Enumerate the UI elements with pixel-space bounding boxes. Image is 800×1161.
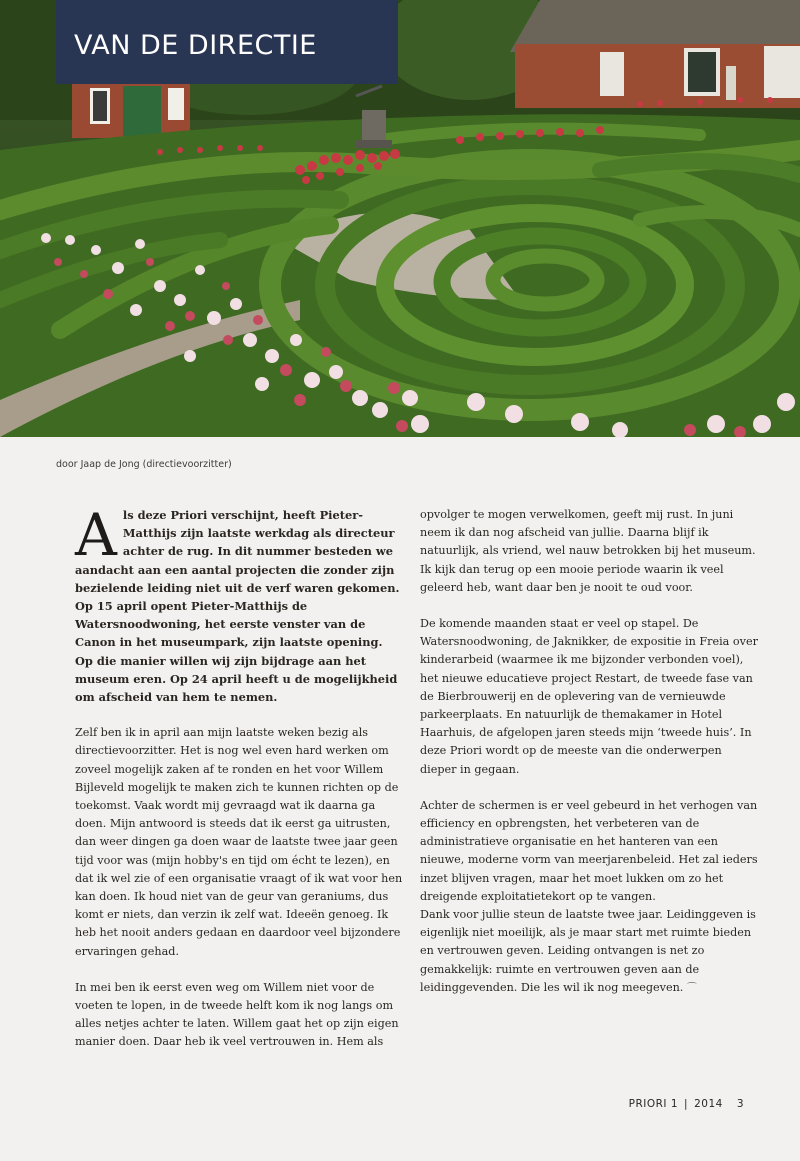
body-paragraph: opvolger te mogen verwelkomen, geeft mij rust. In juni neem ik dan nog afscheid van jullie. Daarna blijf ik natuurlijk, als vriend, wel nauw betrokken bij het museum. Ik kijk dan terug op een mooie periode waarin ik veel geleerd heb, want daar ben je nooit te oud voor. (420, 508, 756, 594)
issue-year: 2014 (694, 1098, 723, 1110)
footer-separator: | (684, 1098, 689, 1110)
end-mark-icon: ⌒ (686, 982, 697, 994)
magazine-name: PRIORI 1 (628, 1098, 679, 1110)
thatched-building-right (510, 0, 800, 108)
lead-text: ls deze Priori verschijnt, heeft Pieter-Matthijs zijn laatste werkdag als directeur achter de rug. In dit nummer besteden we aandacht aan een aantal projecten die zonder zijn bezielende leiding niet uit de verf waren gekomen. Op 15 april opent Pieter-Matthijs de Watersnoodwoning, het eerste venster van de Canon in het museumpark, zijn laatste opening. Op die manier willen wij zijn bijdrage aan het museum eren. Op 24 april heeft u de mogelijkheid om afscheid van hem te nemen. (75, 508, 400, 705)
body-paragraph: Achter de schermen is er veel gebeurd in het verhogen van efficiency en opbrengsten, het verbeteren van de administratieve organisatie en het hanteren van een nieuwe, moderne vorm van meerjarenbeleid. Het zal ieders inzet blijven vragen, maar het moet lukken om zo het dreigende exploitatietekort op te vangen. (420, 798, 758, 903)
closing-paragraph (420, 906, 760, 998)
left-column (75, 501, 403, 1052)
body-paragraph: In mei ben ik eerst even weg om Willem niet voor de voeten te lopen, in de tweede helft kom ik nog langs om alles netjes achter te laten. Willem gaat het op zijn eigen manier doen. Daar heb ik veel vertrouwen in. Hem als (75, 980, 399, 1049)
byline: door Jaap de Jong (directievoorzitter) (56, 459, 232, 470)
right-column (420, 506, 760, 998)
dropcap: A (75, 501, 117, 569)
section-tag (56, 0, 398, 84)
body-paragraph: Zelf ben ik in april aan mijn laatste weken bezig als directievoorzitter. Het is nog wel even hard werken om zoveel mogelijk zaken af te ronden en het voor Willem Bijleveld mogelijk te maken zich te kunnen richten op de toekomst. Vaak wordt mij gevraagd wat ik daarna ga doen. Mijn antwoord is steeds dat ik eerst ga uitrusten, dan weer dingen ga doen waar de laatste twee jaar geen tijd voor was (mijn hobby's en tijd om écht te lezen), en dat ik wel zie of een organisatie vraagt of ik wat voor hen kan doen. Ik houd niet van de geur van geraniums, dus komt er niets, dan verzin ik zelf wat. Ideeën genoeg. Ik heb het nooit anders gedaan en daardoor veel bijzondere ervaringen gehad. (75, 726, 403, 958)
page-number: 3 (736, 1098, 744, 1110)
garden-photo (0, 0, 800, 437)
page-footer (629, 1098, 744, 1110)
section-title: VAN DE DIRECTIE (74, 30, 317, 61)
brick-house-left (72, 84, 190, 138)
closing-text: Dank voor jullie steun de laatste twee jaar. Leidinggeven is eigenlijk niet moeilijk, als je maar start met ruimte bieden en vertrouwen geven. Leiding ontvangen is net zo gemakkelijk: ruimte en vertrouwen geven aan de leidinggevenden. Die les wil ik nog meegeven. (420, 908, 756, 994)
body-paragraph: De komende maanden staat er veel op stapel. De Watersnoodwoning, de Jaknikker, de expositie in Freia over kinderarbeid (waarmee ik me bijzonder verbonden voel), het nieuwe educatieve project Restart, de tweede fase van de Bierbrouwerij en de oplevering van de vernieuwde parkeerplaats. En natuurlijk de themakamer in Hotel Haarhuis, de afgelopen jaren steeds mijn ‘tweede huis’. In deze Priori wordt op de meeste van die onderwerpen dieper in gegaan. (420, 617, 758, 776)
lead-paragraph (75, 501, 403, 706)
